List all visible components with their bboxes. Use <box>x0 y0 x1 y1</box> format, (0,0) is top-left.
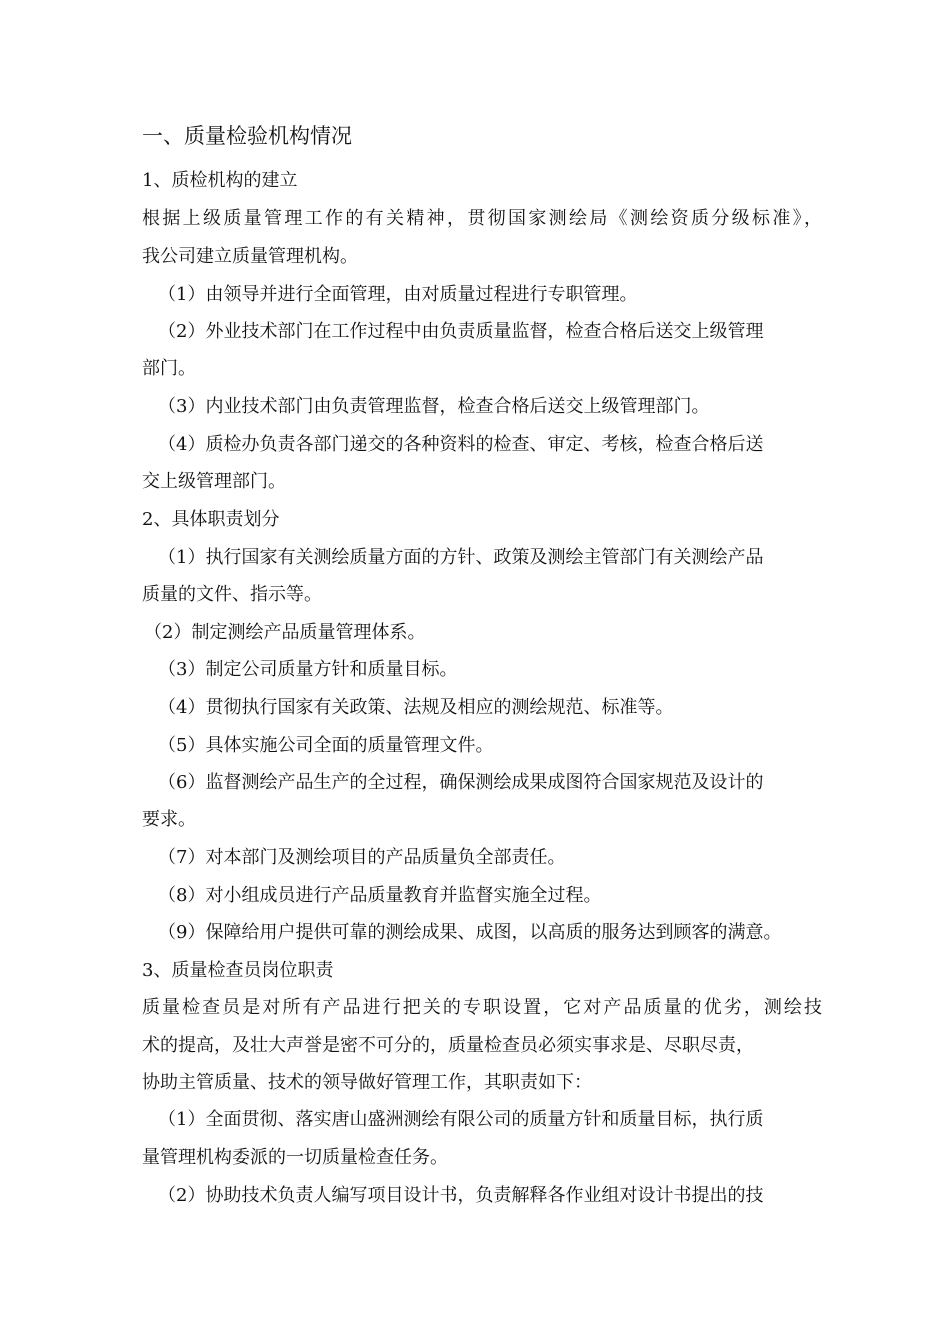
section-1-item-2: （2）外业技术部门在工作过程中由负责质量监督，检查合格后送交上级管理 <box>158 321 764 342</box>
section-1-item-1: （1）由领导并进行全面管理，由对质量过程进行专职管理。 <box>158 284 638 305</box>
section-2-item-3: （3）制定公司质量方针和质量目标。 <box>158 659 458 680</box>
section-2-item-7: （7）对本部门及测绘项目的产品质量负全部责任。 <box>158 847 566 868</box>
section-3-item-2: （2）协助技术负责人编写项目设计书，负责解释各作业组对设计书提出的技 <box>158 1185 764 1206</box>
section-1-heading: 1、质检机构的建立 <box>142 170 298 191</box>
section-2-item-6-cont: 要求。 <box>142 809 196 830</box>
section-1-item-4-cont: 交上级管理部门。 <box>142 471 286 492</box>
section-2-item-4: （4）贯彻执行国家有关政策、法规及相应的测绘规范、标准等。 <box>158 697 674 718</box>
section-1-item-4: （4）质检办负责各部门递交的各种资料的检查、审定、考核，检查合格后送 <box>158 434 764 455</box>
section-1-intro-line: 根据上级质量管理工作的有关精神，贯彻国家测绘局《测绘资质分级标准》， <box>142 208 822 229</box>
section-2-item-1-cont: 质量的文件、指示等。 <box>142 584 322 605</box>
section-2-item-5: （5）具体实施公司全面的质量管理文件。 <box>158 735 494 756</box>
section-2-item-1: （1）执行国家有关测绘质量方面的方针、政策及测绘主管部门有关测绘产品 <box>158 547 764 568</box>
section-3-intro-line: 协助主管质量、技术的领导做好管理工作，其职责如下： <box>142 1072 592 1093</box>
section-3-item-1: （1）全面贯彻、落实唐山盛洲测绘有限公司的质量方针和质量目标，执行质 <box>158 1109 764 1130</box>
section-2-item-6: （6）监督测绘产品生产的全过程，确保测绘成果成图符合国家规范及设计的 <box>158 772 764 793</box>
section-3-heading: 3、质量检查员岗位职责 <box>142 960 334 981</box>
section-3-item-1-cont: 量管理机构委派的一切质量检查任务。 <box>142 1147 448 1168</box>
section-1-item-2-cont: 部门。 <box>142 358 196 379</box>
document-title: 一、质量检验机构情况 <box>142 124 352 148</box>
section-2-item-9: （9）保障给用户提供可靠的测绘成果、成图，以高质的服务达到顾客的满意。 <box>158 922 782 943</box>
section-2-heading: 2、具体职责划分 <box>142 509 280 530</box>
section-1-intro-line: 我公司建立质量管理机构。 <box>142 246 358 267</box>
section-2-item-2: （2）制定测绘产品质量管理体系。 <box>144 622 426 643</box>
section-3-intro-line: 质量检查员是对所有产品进行把关的专职设置，它对产品质量的优劣，测绘技 <box>142 997 822 1018</box>
section-1-item-3: （3）内业技术部门由负责管理监督，检查合格后送交上级管理部门。 <box>158 396 710 417</box>
section-2-item-8: （8）对小组成员进行产品质量教育并监督实施全过程。 <box>158 885 602 906</box>
section-3-intro-line: 术的提高，及壮大声誉是密不可分的，质量检查员必须实事求是、尽职尽责， <box>142 1035 754 1056</box>
